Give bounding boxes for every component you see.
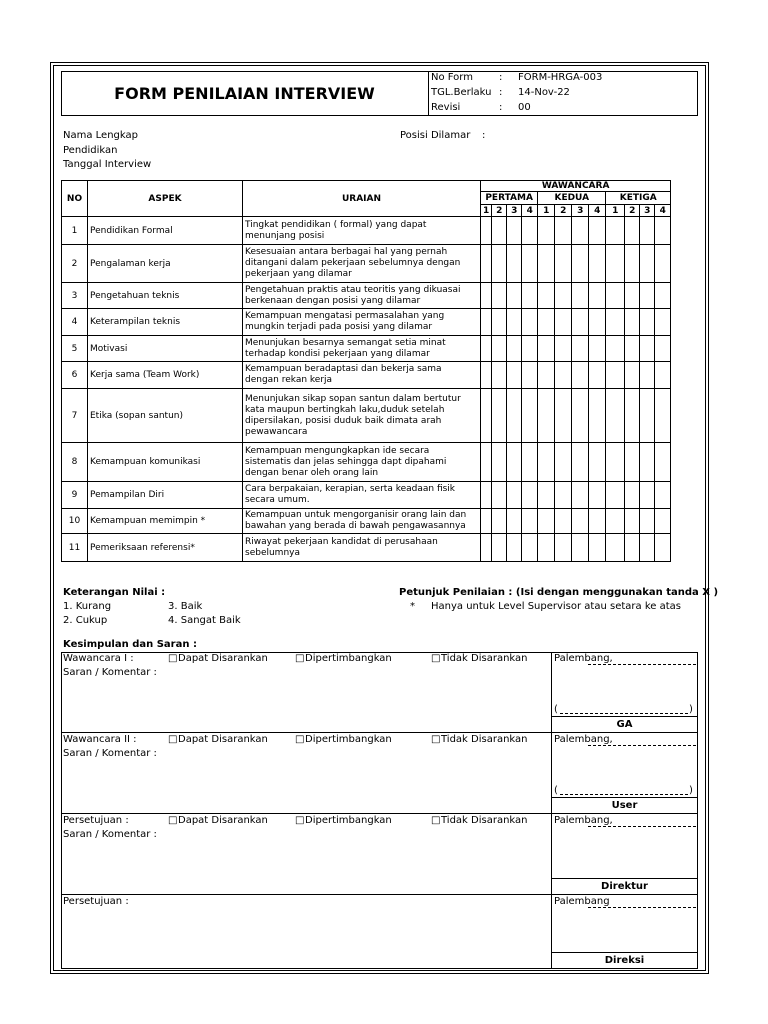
score-cell[interactable] xyxy=(606,443,625,482)
city-label: Palembang, xyxy=(554,653,613,664)
score-cell[interactable] xyxy=(640,482,655,509)
score-cell[interactable] xyxy=(492,283,507,309)
checkbox-icon[interactable]: □ xyxy=(168,815,178,826)
score-cell[interactable] xyxy=(507,389,522,443)
score-cell[interactable] xyxy=(625,362,640,389)
score-cell[interactable] xyxy=(481,217,492,245)
score-cell[interactable] xyxy=(522,534,538,562)
section-label: Persetujuan : xyxy=(63,896,129,907)
score-cell[interactable] xyxy=(555,217,572,245)
score-cell[interactable] xyxy=(522,217,538,245)
score-4: 4 xyxy=(522,205,538,217)
signer-title: GA xyxy=(616,719,633,730)
score-cell[interactable] xyxy=(625,443,640,482)
row-uraian: Kesesuaian antara berbagai hal yang pernah ditangani dalam pekerjaan sebelumnya dengan pekerjaan yang dilamar xyxy=(243,245,481,283)
score-cell[interactable] xyxy=(555,443,572,482)
option-dipertimbangkan: Dipertimbangkan xyxy=(305,653,392,664)
score-cell[interactable] xyxy=(655,336,671,362)
score-cell[interactable] xyxy=(481,362,492,389)
row-aspek: Pendidikan Formal xyxy=(88,217,243,245)
checkbox-icon[interactable]: □ xyxy=(431,815,441,826)
score-cell[interactable] xyxy=(538,389,555,443)
pendidikan-label: Pendidikan xyxy=(63,145,118,156)
score-3: 3 xyxy=(507,205,522,217)
score-cell[interactable] xyxy=(481,482,492,509)
assessment-table xyxy=(61,180,671,562)
score-cell[interactable] xyxy=(538,509,555,534)
date-line xyxy=(588,907,696,908)
score-cell[interactable] xyxy=(572,336,589,362)
option-dapat-disarankan: Dapat Disarankan xyxy=(178,815,268,826)
score-cell[interactable] xyxy=(492,482,507,509)
stage-pertama: PERTAMA xyxy=(481,192,538,205)
score-cell[interactable] xyxy=(625,245,640,283)
score-cell[interactable] xyxy=(640,309,655,336)
city-label: Palembang xyxy=(554,896,610,907)
tanggal-interview-label: Tanggal Interview xyxy=(63,159,152,170)
signer-title: Direktur xyxy=(601,881,648,892)
signature-line xyxy=(560,713,688,714)
score-cell[interactable] xyxy=(507,245,522,283)
option-dipertimbangkan: Dipertimbangkan xyxy=(305,734,392,745)
saran-komentar-label: Saran / Komentar : xyxy=(63,748,157,759)
row-aspek: Pemeriksaan referensi* xyxy=(88,534,243,562)
score-cell[interactable] xyxy=(538,534,555,562)
score-3: 3 xyxy=(640,205,655,217)
score-cell[interactable] xyxy=(481,443,492,482)
date-line xyxy=(588,664,696,665)
signature-paren: ( xyxy=(554,704,558,715)
score-cell[interactable] xyxy=(481,389,492,443)
score-cell[interactable] xyxy=(492,509,507,534)
score-cell[interactable] xyxy=(625,389,640,443)
signer-title: Direksi xyxy=(604,955,645,966)
colon: : xyxy=(499,72,503,83)
score-2: 2 xyxy=(555,205,572,217)
row-no: 6 xyxy=(62,362,88,389)
date-line xyxy=(588,826,696,827)
tgl-berlaku-label: TGL.Berlaku xyxy=(431,87,492,98)
score-4: 4 xyxy=(589,205,606,217)
table-row xyxy=(62,309,671,336)
no-form-label: No Form xyxy=(431,72,473,83)
col-wawancara-header: WAWANCARA xyxy=(481,181,671,192)
table-row xyxy=(62,245,671,283)
keterangan-item: 1. Kurang xyxy=(63,601,112,612)
score-cell[interactable] xyxy=(507,443,522,482)
row-no: 1 xyxy=(62,217,88,245)
score-cell[interactable] xyxy=(640,283,655,309)
petunjuk-star: * xyxy=(410,601,415,612)
col-no-header: NO xyxy=(62,181,88,217)
score-2: 2 xyxy=(625,205,640,217)
checkbox-icon[interactable]: □ xyxy=(295,734,305,745)
row-uraian: Pengetahuan praktis atau teoritis yang dikuasai berkenaan dengan posisi yang dilamar xyxy=(243,283,481,309)
saran-komentar-label: Saran / Komentar : xyxy=(63,829,157,840)
stage-ketiga: KETIGA xyxy=(606,192,671,205)
row-uraian: Tingkat pendidikan ( formal) yang dapat menunjang posisi xyxy=(243,217,481,245)
checkbox-icon[interactable]: □ xyxy=(295,653,305,664)
score-cell[interactable] xyxy=(606,245,625,283)
score-cell[interactable] xyxy=(640,217,655,245)
score-cell[interactable] xyxy=(555,534,572,562)
score-1: 1 xyxy=(606,205,625,217)
score-cell[interactable] xyxy=(538,217,555,245)
score-cell[interactable] xyxy=(507,283,522,309)
table-row xyxy=(62,336,671,362)
kesimpulan-title: Kesimpulan dan Saran : xyxy=(63,639,197,650)
table-row xyxy=(62,389,671,443)
option-dapat-disarankan: Dapat Disarankan xyxy=(178,653,268,664)
section-divider xyxy=(61,813,698,814)
score-cell[interactable] xyxy=(492,362,507,389)
score-cell[interactable] xyxy=(606,389,625,443)
signature-paren: ) xyxy=(689,785,693,796)
row-uraian: Cara berpakaian, kerapian, serta keadaan fisik secara umum. xyxy=(243,482,481,509)
row-no: 11 xyxy=(62,534,88,562)
row-aspek: Pemampilan Diri xyxy=(88,482,243,509)
score-cell[interactable] xyxy=(640,443,655,482)
score-cell[interactable] xyxy=(538,482,555,509)
option-tidak-disarankan: Tidak Disarankan xyxy=(441,653,528,664)
revisi-label: Revisi xyxy=(431,102,461,113)
score-cell[interactable] xyxy=(538,283,555,309)
signer-line xyxy=(551,952,698,953)
section-label: Wawancara II : xyxy=(63,734,137,745)
score-cell[interactable] xyxy=(572,482,589,509)
score-cell[interactable] xyxy=(640,509,655,534)
table-row xyxy=(62,443,671,482)
city-label: Palembang, xyxy=(554,734,613,745)
score-cell[interactable] xyxy=(625,217,640,245)
option-dapat-disarankan: Dapat Disarankan xyxy=(178,734,268,745)
score-1: 1 xyxy=(481,205,492,217)
checkbox-icon[interactable]: □ xyxy=(431,653,441,664)
option-tidak-disarankan: Tidak Disarankan xyxy=(441,815,528,826)
section-divider xyxy=(61,894,698,895)
score-cell[interactable] xyxy=(555,389,572,443)
score-cell[interactable] xyxy=(606,283,625,309)
score-cell[interactable] xyxy=(572,283,589,309)
score-cell[interactable] xyxy=(481,309,492,336)
col-aspek-header: ASPEK xyxy=(88,181,243,217)
score-cell[interactable] xyxy=(625,482,640,509)
tgl-berlaku-value: 14-Nov-22 xyxy=(518,87,570,98)
score-cell[interactable] xyxy=(522,336,538,362)
checkbox-icon[interactable]: □ xyxy=(168,734,178,745)
score-4: 4 xyxy=(655,205,671,217)
table-row xyxy=(62,482,671,509)
posisi-dilamar-label: Posisi Dilamar xyxy=(400,130,471,141)
keterangan-item: 4. Sangat Baik xyxy=(168,615,241,626)
revisi-value: 00 xyxy=(518,102,531,113)
checkbox-icon[interactable]: □ xyxy=(168,653,178,664)
row-no: 2 xyxy=(62,245,88,283)
score-cell[interactable] xyxy=(625,336,640,362)
score-cell[interactable] xyxy=(507,309,522,336)
section-divider xyxy=(61,732,698,733)
score-cell[interactable] xyxy=(492,217,507,245)
score-cell[interactable] xyxy=(507,336,522,362)
row-aspek: Keterampilan teknis xyxy=(88,309,243,336)
no-form-value: FORM-HRGA-003 xyxy=(518,72,603,83)
stage-kedua: KEDUA xyxy=(538,192,606,205)
score-cell[interactable] xyxy=(655,362,671,389)
nama-lengkap-label: Nama Lengkap xyxy=(63,130,138,141)
table-row xyxy=(62,534,671,562)
score-cell[interactable] xyxy=(572,309,589,336)
score-cell[interactable] xyxy=(507,509,522,534)
section-label: Wawancara I : xyxy=(63,653,134,664)
score-cell[interactable] xyxy=(492,336,507,362)
form-title: FORM PENILAIAN INTERVIEW xyxy=(61,71,429,116)
score-cell[interactable] xyxy=(481,534,492,562)
row-aspek: Etika (sopan santun) xyxy=(88,389,243,443)
row-aspek: Pengalaman kerja xyxy=(88,245,243,283)
option-dipertimbangkan: Dipertimbangkan xyxy=(305,815,392,826)
score-cell[interactable] xyxy=(655,482,671,509)
score-cell[interactable] xyxy=(572,245,589,283)
score-cell[interactable] xyxy=(589,443,606,482)
score-cell[interactable] xyxy=(507,217,522,245)
score-cell[interactable] xyxy=(538,362,555,389)
score-cell[interactable] xyxy=(640,389,655,443)
colon: : xyxy=(499,87,503,98)
score-cell[interactable] xyxy=(492,443,507,482)
score-cell[interactable] xyxy=(572,534,589,562)
score-cell[interactable] xyxy=(507,534,522,562)
row-uraian: Kemampuan mengatasi permasalahan yang mungkin terjadi pada posisi yang dilamar xyxy=(243,309,481,336)
score-cell[interactable] xyxy=(640,534,655,562)
score-cell[interactable] xyxy=(606,362,625,389)
signature-paren: ( xyxy=(554,785,558,796)
score-cell[interactable] xyxy=(655,389,671,443)
checkbox-icon[interactable]: □ xyxy=(431,734,441,745)
row-no: 5 xyxy=(62,336,88,362)
score-cell[interactable] xyxy=(507,482,522,509)
score-cell[interactable] xyxy=(572,217,589,245)
score-cell[interactable] xyxy=(555,245,572,283)
score-cell[interactable] xyxy=(655,245,671,283)
table-row xyxy=(62,283,671,309)
score-cell[interactable] xyxy=(481,283,492,309)
score-cell[interactable] xyxy=(538,309,555,336)
score-cell[interactable] xyxy=(522,509,538,534)
score-cell[interactable] xyxy=(522,389,538,443)
score-cell[interactable] xyxy=(492,534,507,562)
table-row xyxy=(62,362,671,389)
score-cell[interactable] xyxy=(538,336,555,362)
signer-line xyxy=(551,797,698,798)
petunjuk-title: Petunjuk Penilaian : (Isi dengan menggunakan tanda X ) xyxy=(399,587,719,598)
score-cell[interactable] xyxy=(625,283,640,309)
score-cell[interactable] xyxy=(589,217,606,245)
score-cell[interactable] xyxy=(655,534,671,562)
signer-title: User xyxy=(611,800,638,811)
city-label: Palembang, xyxy=(554,815,613,826)
row-uraian: Menunjukan besarnya semangat setia minat terhadap kondisi pekerjaan yang dilamar xyxy=(243,336,481,362)
score-cell[interactable] xyxy=(481,509,492,534)
petunjuk-note: Hanya untuk Level Supervisor atau setara ke atas xyxy=(431,601,681,612)
keterangan-item: 3. Baik xyxy=(168,601,203,612)
row-no: 7 xyxy=(62,389,88,443)
row-uraian: Kemampuan mengungkapkan ide secara sistematis dan jelas sehingga dapt dipahami dengan benar oleh orang lain xyxy=(243,443,481,482)
row-aspek: Motivasi xyxy=(88,336,243,362)
score-cell[interactable] xyxy=(640,362,655,389)
score-cell[interactable] xyxy=(572,509,589,534)
score-cell[interactable] xyxy=(625,534,640,562)
score-cell[interactable] xyxy=(538,245,555,283)
row-no: 4 xyxy=(62,309,88,336)
score-cell[interactable] xyxy=(522,245,538,283)
score-cell[interactable] xyxy=(492,389,507,443)
score-cell[interactable] xyxy=(589,389,606,443)
keterangan-title: Keterangan Nilai : xyxy=(63,587,166,598)
date-line xyxy=(588,745,696,746)
score-cell[interactable] xyxy=(606,534,625,562)
colon: : xyxy=(499,102,503,113)
score-cell[interactable] xyxy=(507,362,522,389)
score-cell[interactable] xyxy=(625,309,640,336)
saran-komentar-label: Saran / Komentar : xyxy=(63,667,157,678)
checkbox-icon[interactable]: □ xyxy=(295,815,305,826)
col-uraian-header: URAIAN xyxy=(243,181,481,217)
score-cell[interactable] xyxy=(572,443,589,482)
table-row xyxy=(62,217,671,245)
keterangan-item: 2. Cukup xyxy=(63,615,108,626)
score-cell[interactable] xyxy=(555,482,572,509)
score-cell[interactable] xyxy=(589,336,606,362)
score-cell[interactable] xyxy=(589,534,606,562)
score-cell[interactable] xyxy=(589,509,606,534)
score-cell[interactable] xyxy=(640,336,655,362)
score-cell[interactable] xyxy=(492,309,507,336)
score-cell[interactable] xyxy=(606,482,625,509)
row-uraian: Kemampuan beradaptasi dan bekerja sama dengan rekan kerja xyxy=(243,362,481,389)
score-cell[interactable] xyxy=(522,283,538,309)
score-cell[interactable] xyxy=(589,362,606,389)
score-2: 2 xyxy=(492,205,507,217)
score-cell[interactable] xyxy=(640,245,655,283)
score-cell[interactable] xyxy=(481,336,492,362)
score-cell[interactable] xyxy=(589,482,606,509)
row-uraian: Kemampuan untuk mengorganisir orang lain dan bawahan yang berada di bawah pengawasannya xyxy=(243,509,481,534)
row-uraian: Menunjukan sikap sopan santun dalam bertutur kata maupun bertingkah laku,duduk setelah dipersilakan, posisi duduk baik dimata arah pewawancara xyxy=(243,389,481,443)
score-cell[interactable] xyxy=(555,283,572,309)
score-cell[interactable] xyxy=(555,362,572,389)
score-cell[interactable] xyxy=(589,245,606,283)
score-cell[interactable] xyxy=(606,336,625,362)
section-label: Persetujuan : xyxy=(63,815,129,826)
score-cell[interactable] xyxy=(572,389,589,443)
score-cell[interactable] xyxy=(589,283,606,309)
row-aspek: Kemampuan komunikasi xyxy=(88,443,243,482)
signer-line xyxy=(551,878,698,879)
score-cell[interactable] xyxy=(655,509,671,534)
signature-paren: ) xyxy=(689,704,693,715)
score-cell[interactable] xyxy=(572,362,589,389)
colon: : xyxy=(482,130,486,141)
score-cell[interactable] xyxy=(522,309,538,336)
row-aspek: Kerja sama (Team Work) xyxy=(88,362,243,389)
score-cell[interactable] xyxy=(522,443,538,482)
score-cell[interactable] xyxy=(555,509,572,534)
score-cell[interactable] xyxy=(555,309,572,336)
row-no: 8 xyxy=(62,443,88,482)
row-aspek: Kemampuan memimpin * xyxy=(88,509,243,534)
signature-line xyxy=(560,794,688,795)
table-row xyxy=(62,509,671,534)
score-3: 3 xyxy=(572,205,589,217)
option-tidak-disarankan: Tidak Disarankan xyxy=(441,734,528,745)
signer-line xyxy=(551,716,698,717)
row-uraian: Riwayat pekerjaan kandidat di perusahaan sebelumnya xyxy=(243,534,481,562)
score-cell[interactable] xyxy=(538,443,555,482)
score-cell[interactable] xyxy=(589,309,606,336)
score-cell[interactable] xyxy=(481,245,492,283)
score-cell[interactable] xyxy=(522,482,538,509)
score-cell[interactable] xyxy=(606,509,625,534)
score-cell[interactable] xyxy=(655,309,671,336)
row-no: 9 xyxy=(62,482,88,509)
score-cell[interactable] xyxy=(625,509,640,534)
score-cell[interactable] xyxy=(655,283,671,309)
score-cell[interactable] xyxy=(606,309,625,336)
score-cell[interactable] xyxy=(606,217,625,245)
score-cell[interactable] xyxy=(492,245,507,283)
score-cell[interactable] xyxy=(555,336,572,362)
score-cell[interactable] xyxy=(655,217,671,245)
row-no: 10 xyxy=(62,509,88,534)
score-1: 1 xyxy=(538,205,555,217)
score-cell[interactable] xyxy=(655,443,671,482)
score-cell[interactable] xyxy=(522,362,538,389)
row-aspek: Pengetahuan teknis xyxy=(88,283,243,309)
row-no: 3 xyxy=(62,283,88,309)
